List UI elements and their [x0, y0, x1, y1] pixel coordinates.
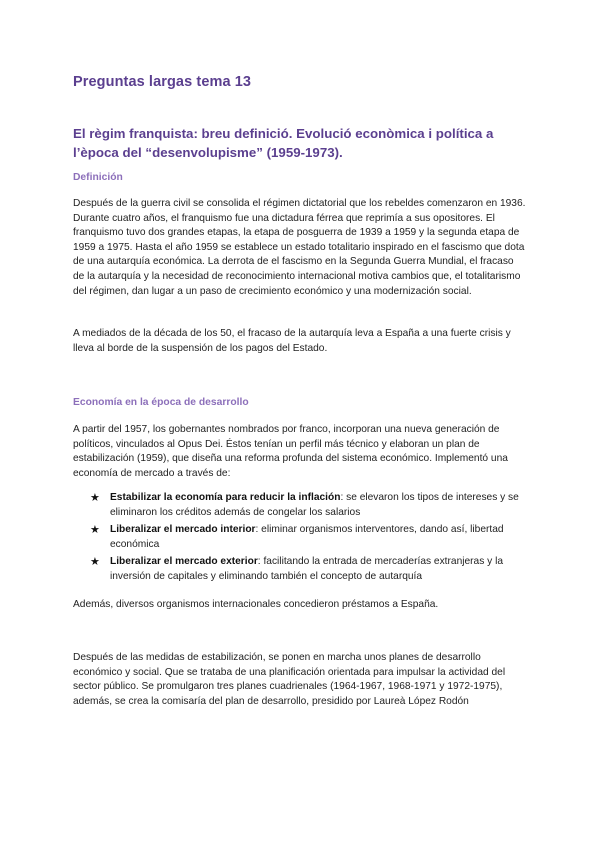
- list-item-text: : eliminar organismos interventores, dando así, libertad económica: [110, 524, 504, 550]
- list-item: [90, 491, 520, 520]
- star-bullet-icon: ★: [90, 492, 100, 504]
- definition-heading: Definición: [73, 172, 123, 183]
- list-item-strong: Liberalizar el mercado interior: [110, 524, 256, 536]
- economy-heading: Economía en la época de desarrollo: [73, 397, 249, 408]
- list-item: [90, 523, 520, 552]
- list-item-strong: Liberalizar el mercado exterior: [110, 556, 258, 568]
- after-bullets-paragraph: Además, diversos organismos internacionales concedieron préstamos a España.: [73, 599, 439, 610]
- star-bullet-icon: ★: [90, 556, 100, 569]
- list-item-strong: Estabilizar la economía para reducir la inflación: [110, 492, 341, 503]
- economy-intro-paragraph: A partir del 1957, los gobernantes nombrados por franco, incorporan una nueva generación de políticos, vinculados al Opus Dei. Éstos tenían un perfil más técnico y elaboran un plan de estabilización (1959), que diseña una reforma profunda del sistema económico. Implementó una economía de mercado a través de:: [73, 424, 508, 479]
- document-title: Preguntas largas tema 13: [73, 74, 252, 90]
- list-item: [90, 555, 520, 584]
- list-item-text: : facilitando la entrada de mercaderías extranjeras y la inversión de capitales y eliminando también el concepto de autarquía: [110, 556, 503, 582]
- section-heading: El règim franquista: breu definició. Evolució econòmica i política a l’època del “desenvolupisme” (1959-1973).: [73, 126, 494, 160]
- star-bullet-icon: ★: [90, 524, 100, 537]
- closing-paragraph: Después de las medidas de estabilización, se ponen en marcha unos planes de desarrollo económico y social. Que se trataba de una planificación orientada para impulsar la actividad del sector público. Se promulgaron tres planes cuadrienales (1964-1967, 1968-1971 y 1972-1975), además, se crea la comisaría del plan de desarrollo, presidido por Laureà López Rodón: [73, 652, 506, 707]
- list-item-text: : se elevaron los tipos de intereses y se eliminaron los créditos además de congelar los salarios: [110, 492, 519, 518]
- definition-paragraph-1: Después de la guerra civil se consolida el régimen dictatorial que los rebeldes comenzaron en 1936. Durante cuatro años, el franquismo fue una dictadura férrea que reprimía a sus opositores. El franquismo tuvo dos grandes etapas, la etapa de posguerra de 1939 a 1959 y la segunda etapa de 1959 a 1975. Hasta el año 1959 se establece un estado totalitario inspirado en el fascismo que dota de una autarquía económica. La derrota de el fascismo en la Segunda Guerra Mundial, el fracaso de la autarquía y la necesidad de reconocimiento internacional motiva cambios que, el totalitarismo del régimen, dan lugar a un paso de crecimiento económico y una modernización social.: [73, 198, 526, 297]
- measures-list: [90, 491, 520, 588]
- definition-paragraph-2: A mediados de la década de los 50, el fracaso de la autarquía leva a España a una fuerte crisis y lleva al borde de la suspensión de los pagos del Estado.: [73, 328, 511, 354]
